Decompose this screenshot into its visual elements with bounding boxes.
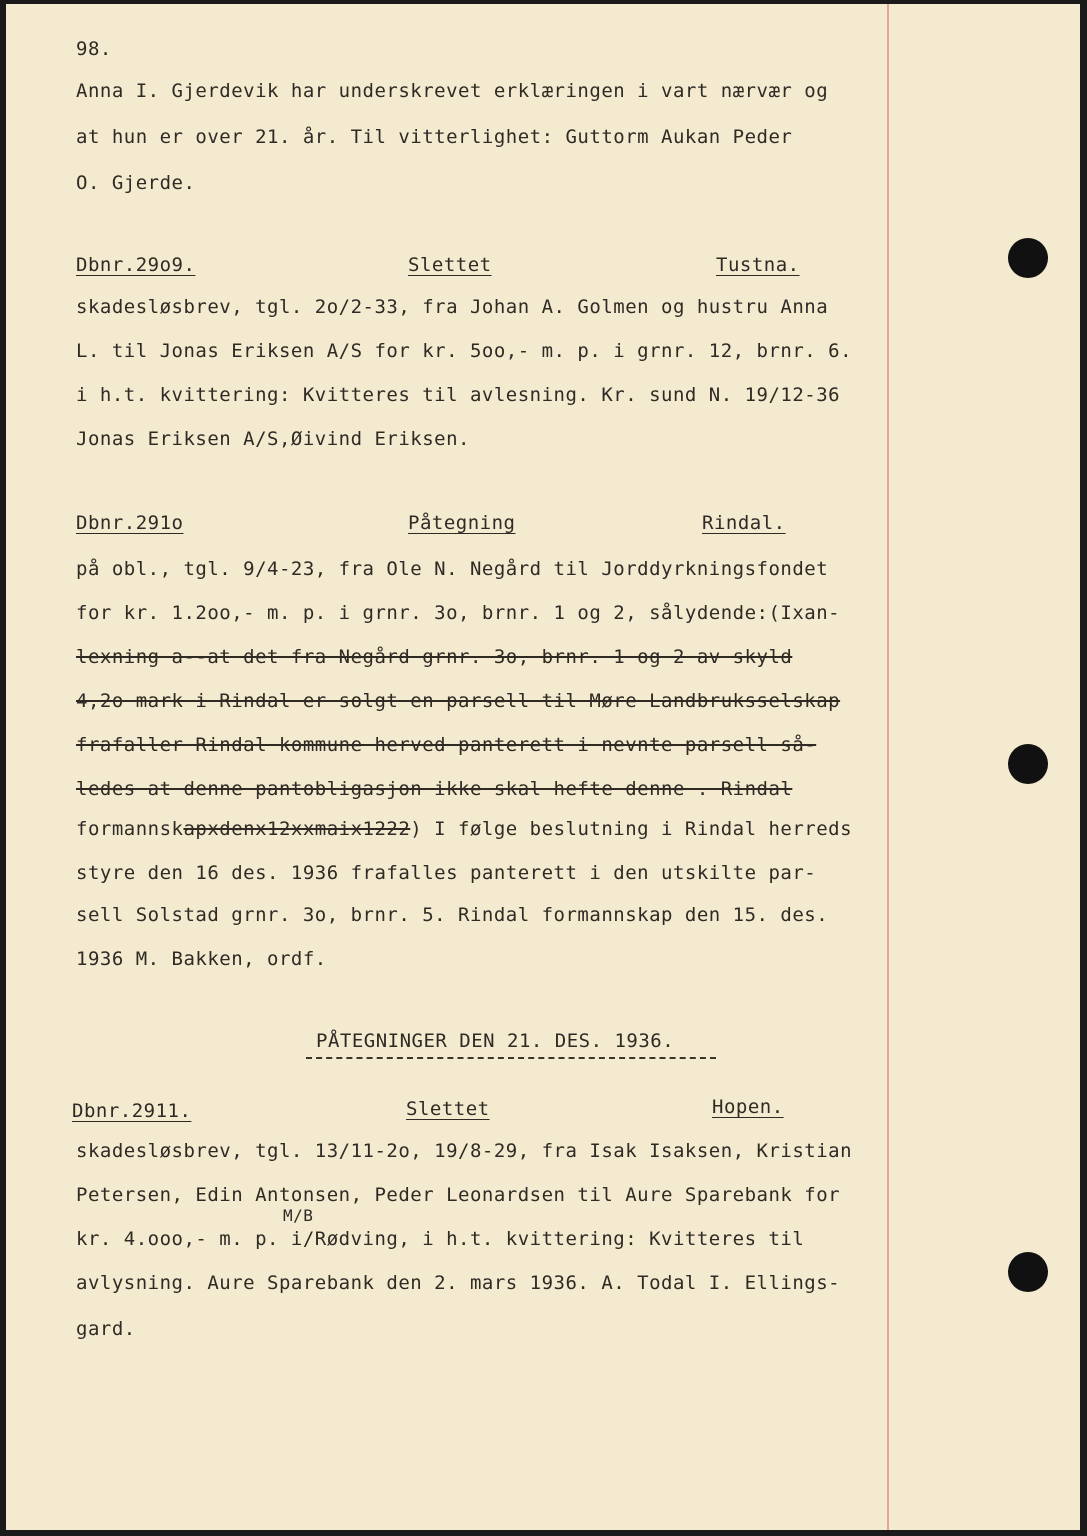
struck-fragment: apxdenx12xxmaix1222 [183,818,411,840]
entry-place: Rindal. [702,512,786,534]
entry-number: Dbnr.291o [76,512,184,534]
text-line: for kr. 1.2oo,- m. p. i grnr. 3o, brnr. 1 og 2, sålydende:(Ixan- [76,602,841,624]
struck-line: frafaller Rindal kommune herved panterett i nevnte parsell så- [76,734,817,756]
entry-number: Dbnr.29o9. [76,254,196,276]
entry-place: Tustna. [716,254,800,276]
entry-type: Påtegning [408,512,516,534]
section-heading: PÅTEGNINGER DEN 21. DES. 1936. [316,1030,675,1052]
text-line: avlysning. Aure Sparebank den 2. mars 1936. A. Todal I. Ellings- [76,1272,841,1294]
text-line: gard. [76,1318,136,1340]
text-line: skadesløsbrev, tgl. 2o/2-33, fra Johan A. Golmen og hustru Anna [76,296,829,318]
text-line: på obl., tgl. 9/4-23, fra Ole N. Negård til Jorddyrkningsfondet [76,558,829,580]
punch-hole [1008,1252,1048,1292]
struck-line: ledes at denne pantobligasjon ikke skal hefte denne . Rindal [76,778,793,800]
insertion-note: M/B [283,1206,314,1225]
text-line: sell Solstad grnr. 3o, brnr. 5. Rindal formannskap den 15. des. [76,904,829,926]
punch-hole [1008,744,1048,784]
margin-line [887,4,889,1530]
heading-dashes [306,1057,716,1059]
text-line: Jonas Eriksen A/S,Øivind Eriksen. [76,428,470,450]
text-line: styre den 16 des. 1936 frafalles panterett i den utskilte par- [76,862,817,884]
text-fragment: formannsk [76,818,184,840]
text-line: Anna I. Gjerdevik har underskrevet erklæringen i vart nærvær og [76,80,829,102]
struck-line: lexning a--at det fra Negård grnr. 3o, brnr. 1 og 2 av skyld [76,646,793,668]
struck-line: 4,2o mark i Rindal er solgt en parsell til Møre Landbruksselskap [76,690,841,712]
text-line: Petersen, Edin Antonsen, Peder Leonardsen til Aure Sparebank for [76,1184,841,1206]
entry-type: Slettet [408,254,492,276]
text-line: L. til Jonas Eriksen A/S for kr. 5oo,- m. p. i grnr. 12, brnr. 6. [76,340,853,362]
ledger-page [6,4,1080,1530]
entry-number: Dbnr.2911. [72,1100,192,1122]
text-line: O. Gjerde. [76,172,196,194]
page-number: 98. [76,38,112,60]
entry-type: Slettet [406,1098,490,1120]
text-line: kr. 4.ooo,- m. p. i/Rødving, i h.t. kvittering: Kvitteres til [76,1228,805,1250]
text-fragment: ) I følge beslutning i Rindal herreds [410,818,853,840]
mixed-line [76,818,852,840]
text-line: i h.t. kvittering: Kvitteres til avlesning. Kr. sund N. 19/12-36 [76,384,841,406]
punch-hole [1008,238,1048,278]
entry-place: Hopen. [712,1096,784,1118]
text-line: skadesløsbrev, tgl. 13/11-2o, 19/8-29, fra Isak Isaksen, Kristian [76,1140,853,1162]
text-line: at hun er over 21. år. Til vitterlighet: Guttorm Aukan Peder [76,126,793,148]
text-line: 1936 M. Bakken, ordf. [76,948,327,970]
